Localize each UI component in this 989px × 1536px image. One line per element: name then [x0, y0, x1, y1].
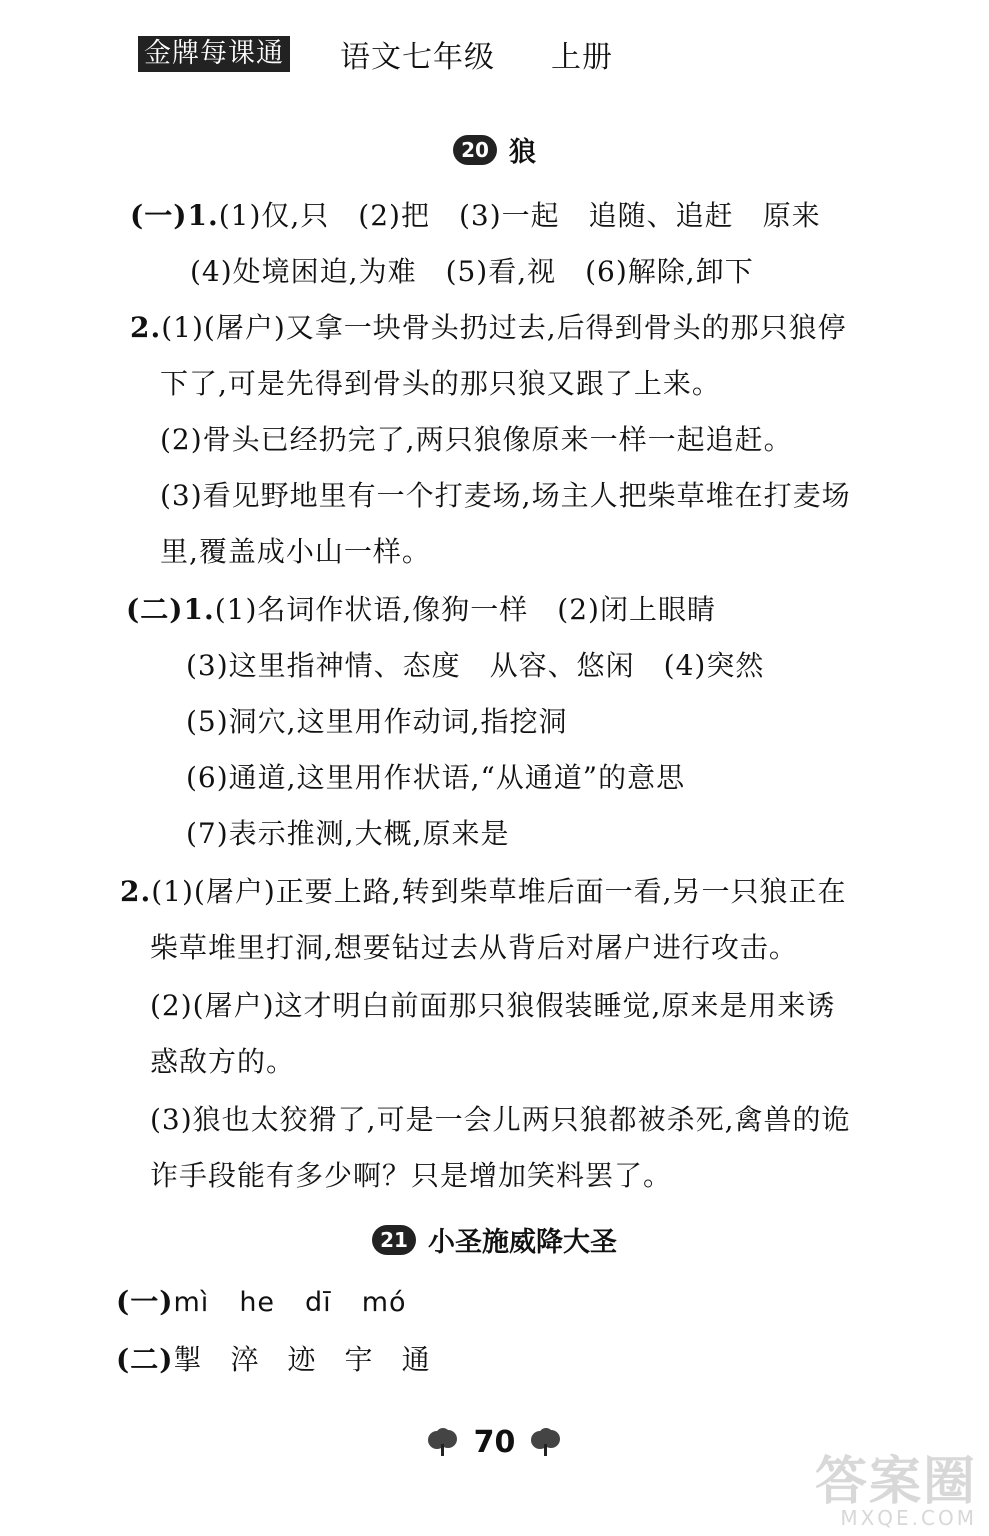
part-label: (二)	[116, 1343, 174, 1376]
answer-line: (3)看见野地里有一个打麦场,场主人把柴草堆在打麦场	[160, 479, 851, 512]
answer-line: (5)洞穴,这里用作动词,指挖洞	[186, 705, 568, 738]
lesson-21-title	[0, 1220, 989, 1259]
pinyin-item: mó	[361, 1287, 407, 1318]
answer-line	[116, 1338, 459, 1378]
answer-line: (2)(屠户)这才明白前面那只狼假装睡觉,原来是用来诱	[150, 989, 836, 1022]
tree-icon	[426, 1428, 460, 1458]
lesson-21-number-badge: 21	[372, 1225, 416, 1255]
part-label: (一)	[116, 1285, 174, 1318]
answer-line: (3)这里指神情、态度 从容、悠闲 (4)突然	[186, 649, 765, 682]
answer-line	[120, 870, 847, 910]
volume-label: 上册	[551, 40, 613, 75]
answer-line: 诈手段能有多少啊？只是增加笑料罢了。	[150, 1159, 673, 1192]
lesson-20-title-text: 狼	[509, 137, 536, 168]
answer-line: (4)处境困迫,为难 (5)看,视 (6)解除,卸下	[190, 255, 754, 288]
tree-icon	[529, 1428, 563, 1458]
pinyin-item: he	[239, 1287, 276, 1318]
char-item: 迹	[287, 1343, 317, 1376]
part-label: (二)1.	[126, 593, 215, 626]
answer-line: 里,覆盖成小山一样。	[160, 535, 431, 568]
answer-line: (3)狼也太狡猾了,可是一会儿两只狼都被杀死,禽兽的诡	[150, 1103, 851, 1136]
question-label: 2.	[120, 875, 152, 908]
answer-line: 柴草堆里打洞,想要钻过去从背后对屠户进行攻击。	[150, 931, 798, 964]
answer-line: 下了,可是先得到骨头的那只狼又跟了上来。	[160, 367, 721, 400]
pinyin-item: mì	[173, 1287, 210, 1318]
answer-text: (1)仅,只 (2)把 (3)一起 追随、追赶 原来	[218, 199, 821, 232]
char-item: 宇	[344, 1343, 374, 1376]
watermark	[814, 1452, 977, 1530]
lesson-20-title	[0, 130, 989, 169]
char-list	[174, 1343, 459, 1376]
brand-label: 金牌每课通	[138, 36, 290, 72]
answer-line: (7)表示推测,大概,原来是	[186, 817, 510, 850]
answer-line: 惑敌方的。	[150, 1045, 296, 1078]
part-label: (一)1.	[130, 199, 219, 232]
watermark-url: MXQE.COM	[840, 1506, 977, 1530]
subject-label: 语文七年级	[340, 40, 495, 75]
pinyin-item: dī	[305, 1287, 332, 1318]
answer-line	[130, 194, 821, 234]
lesson-20-number-badge: 20	[453, 135, 497, 165]
answer-line	[130, 306, 847, 346]
answer-text: (1)名词作状语,像狗一样 (2)闭上眼睛	[214, 593, 716, 626]
page-header	[138, 34, 613, 74]
page-number: 70	[473, 1425, 516, 1460]
char-item: 淬	[230, 1343, 260, 1376]
answer-text: (1)(屠户)又拿一块骨头扔过去,后得到骨头的那只狼停	[161, 311, 847, 344]
lesson-21-title-text: 小圣施威降大圣	[428, 1227, 617, 1258]
pinyin-list	[174, 1287, 437, 1318]
answer-line	[116, 1280, 437, 1320]
char-item: 通	[401, 1343, 431, 1376]
answer-line: (6)通道,这里用作状语,“从通道”的意思	[186, 761, 686, 794]
answer-line: (2)骨头已经扔完了,两只狼像原来一样一起追赶。	[160, 423, 793, 456]
question-label: 2.	[130, 311, 162, 344]
watermark-main: 答案圈	[814, 1452, 977, 1512]
answer-line	[126, 588, 716, 628]
char-item: 掣	[173, 1343, 203, 1376]
answer-text: (1)(屠户)正要上路,转到柴草堆后面一看,另一只狼正在	[151, 875, 847, 908]
